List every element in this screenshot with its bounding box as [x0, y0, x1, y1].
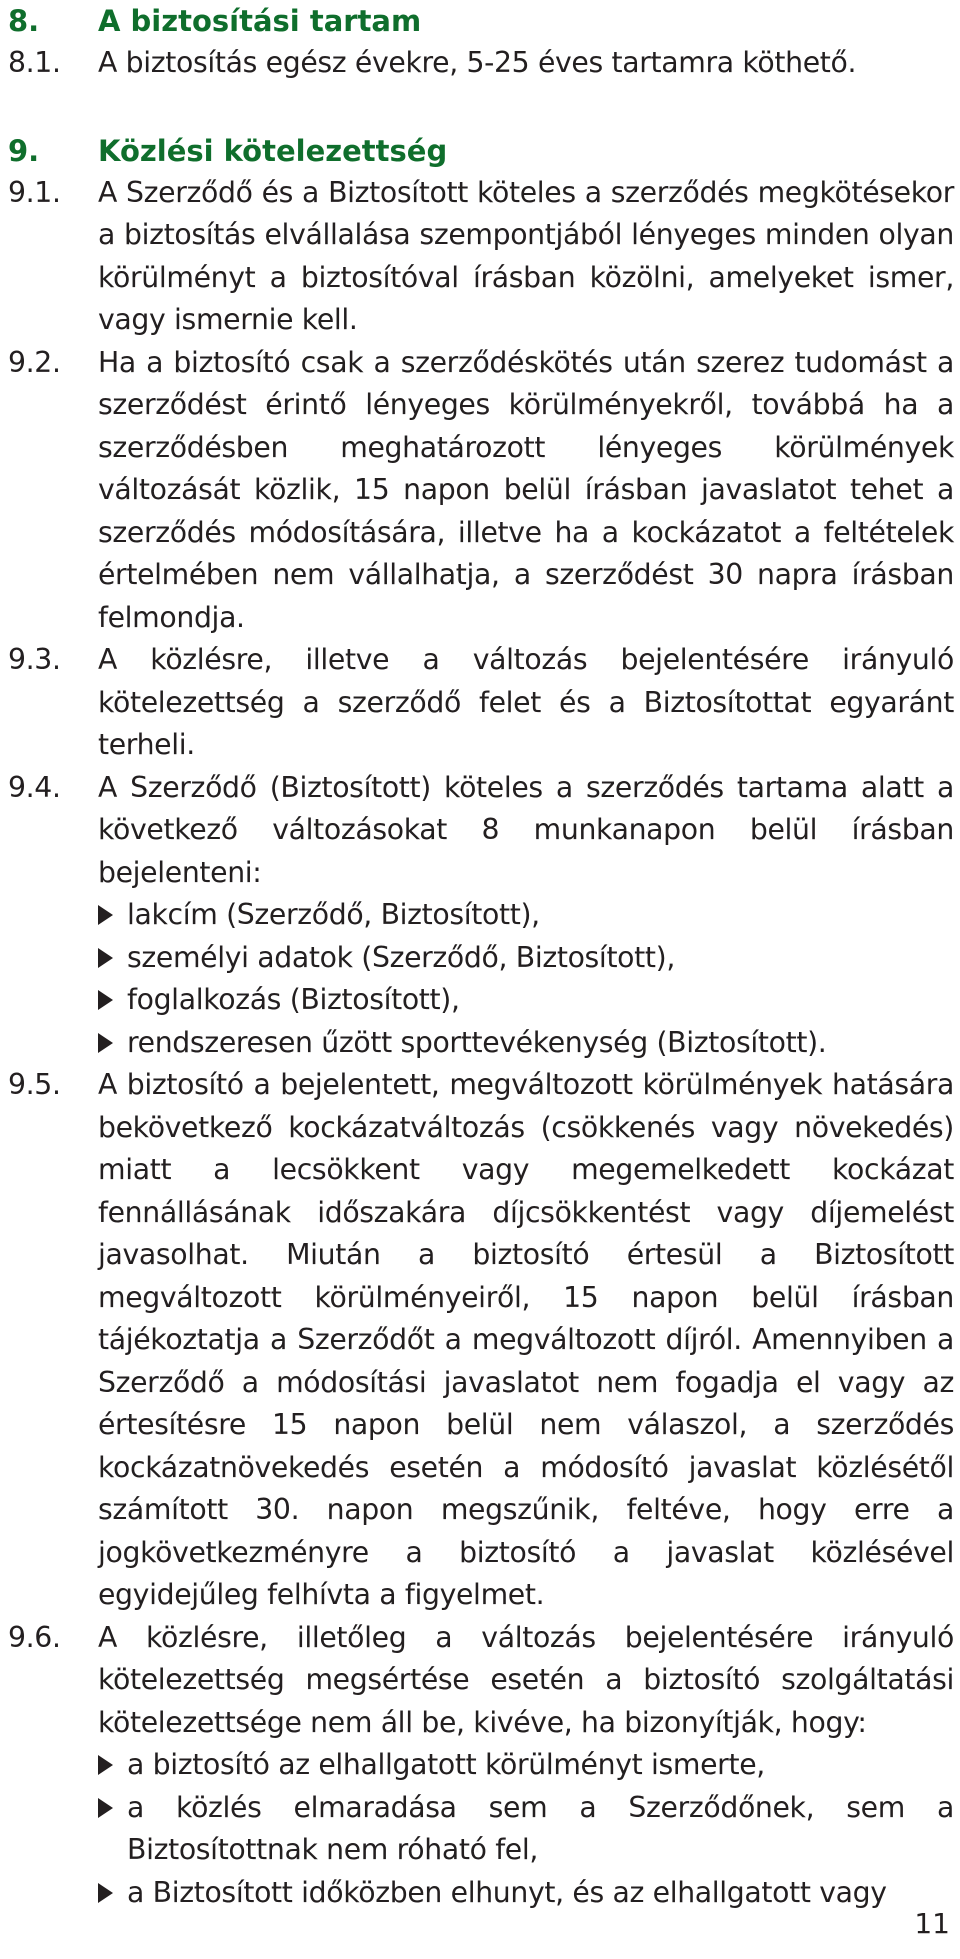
list-item: lakcím (Szerződő, Biztosított), [98, 894, 954, 937]
paragraph-8-1 [8, 42, 954, 85]
bullet-list [98, 1744, 954, 1914]
list-item: személyi adatok (Szerződő, Biztosított), [98, 937, 954, 980]
list-item: rendszeresen űzött sporttevékenység (Biztosított). [98, 1022, 954, 1065]
section-number: 8. [8, 4, 40, 38]
list-item: a közlés elmaradása sem a Szerződőnek, sem a Biztosítottnak nem róható fel, [98, 1787, 954, 1872]
paragraph-text: A közlésre, illetve a változás bejelentésére irányuló kötelezettség a szerződő felet és a Biztosítottat egyaránt terheli. [98, 643, 954, 761]
paragraph-body [98, 767, 954, 1065]
section-title: Közlési kötelezettség [98, 133, 448, 168]
paragraph-9-3 [8, 639, 954, 767]
paragraph-text: Ha a biztosító csak a szerződéskötés után szerez tudomást a szerződést érintő lényeges körülményekről, továbbá ha a szerződésben meghatározott lényeges körülmények változását közlik, 15 napon belül írásban javaslatot tehet a szerződés módosítására, illetve ha a kockázatot a feltételek értelmében nem vállalhatja, a szerződést 30 napra írásban felmondja. [98, 345, 954, 634]
paragraph-9-1 [8, 172, 954, 342]
paragraph-number: 9.4. [8, 770, 61, 804]
paragraph-number: 9.2. [8, 345, 61, 379]
paragraph-number: 8.1. [8, 46, 61, 79]
paragraph-number: 9.6. [8, 1620, 61, 1654]
paragraph-number: 9.3. [8, 643, 61, 676]
bullet-list [98, 894, 954, 1064]
triangle-bullet-icon [98, 1755, 113, 1775]
paragraph-text: A biztosító a bejelentett, megváltozott körülmények hatására bekövetkező kockázatváltozás (csökkenés vagy növekedés) miatt a lecsökkent vagy megemelkedett kockázat fennállásának időszakára díjcsökkentést vagy díjemelést javasolhat. Miután a biztosító értesül a Biztosított megváltozott körülményeiről, 15 napon belül írásban tájékoztatja a Szerződőt a megváltozott díjról. Amennyiben a Szerződő a módosítási javaslatot nem fogadja el vagy az értesítésre 15 napon belül nem válaszol, a szerződés kockázatnövekedés esetén a módosító javaslat közlésétől számított 30. napon megszűnik, feltéve, hogy erre a jogkövetkezményre a biztosító a javaslat közlésével egyidejűleg felhívta a figyelmet. [98, 1068, 954, 1611]
paragraph-number: 9.5. [8, 1068, 61, 1101]
section-8-heading [8, 0, 954, 42]
triangle-bullet-icon [98, 1033, 113, 1053]
paragraph-text: A biztosítás egész évekre, 5-25 éves tartamra köthető. [98, 46, 857, 79]
triangle-bullet-icon [98, 948, 113, 968]
paragraph-9-6 [8, 1617, 954, 1915]
paragraph-body [98, 1617, 954, 1915]
triangle-bullet-icon [98, 1883, 113, 1903]
document-page [8, 0, 954, 1959]
triangle-bullet-icon [98, 905, 113, 925]
paragraph-text: A közlésre, illetőleg a változás bejelentésére irányuló kötelezettség megsértése esetén a biztosító szolgáltatási kötelezettsége nem áll be, kivéve, ha bizonyítják, hogy: [98, 1620, 954, 1739]
list-item: foglalkozás (Biztosított), [98, 979, 954, 1022]
triangle-bullet-icon [98, 990, 113, 1010]
triangle-bullet-icon [98, 1798, 113, 1818]
page-number: 11 [914, 1907, 950, 1940]
paragraph-9-4 [8, 767, 954, 1065]
list-item: a Biztosított időközben elhunyt, és az elhallgatott vagy [98, 1872, 954, 1915]
section-title: A biztosítási tartam [98, 4, 422, 38]
paragraph-text: A Szerződő (Biztosított) köteles a szerződés tartama alatt a következő változásokat 8 munkanapon belül írásban bejelenteni: [98, 770, 954, 889]
paragraph-9-2 [8, 342, 954, 640]
paragraph-9-5 [8, 1064, 954, 1617]
section-9-heading [8, 130, 954, 172]
paragraph-text: A Szerződő és a Biztosított köteles a szerződés megkötésekor a biztosítás elvállalása szempontjából lényeges minden olyan körülményt a biztosítóval írásban közölni, amelyeket ismer, vagy ismernie kell. [98, 175, 954, 336]
section-number: 9. [8, 133, 40, 168]
list-item: a biztosító az elhallgatott körülményt ismerte, [98, 1744, 954, 1787]
paragraph-number: 9.1. [8, 175, 61, 209]
